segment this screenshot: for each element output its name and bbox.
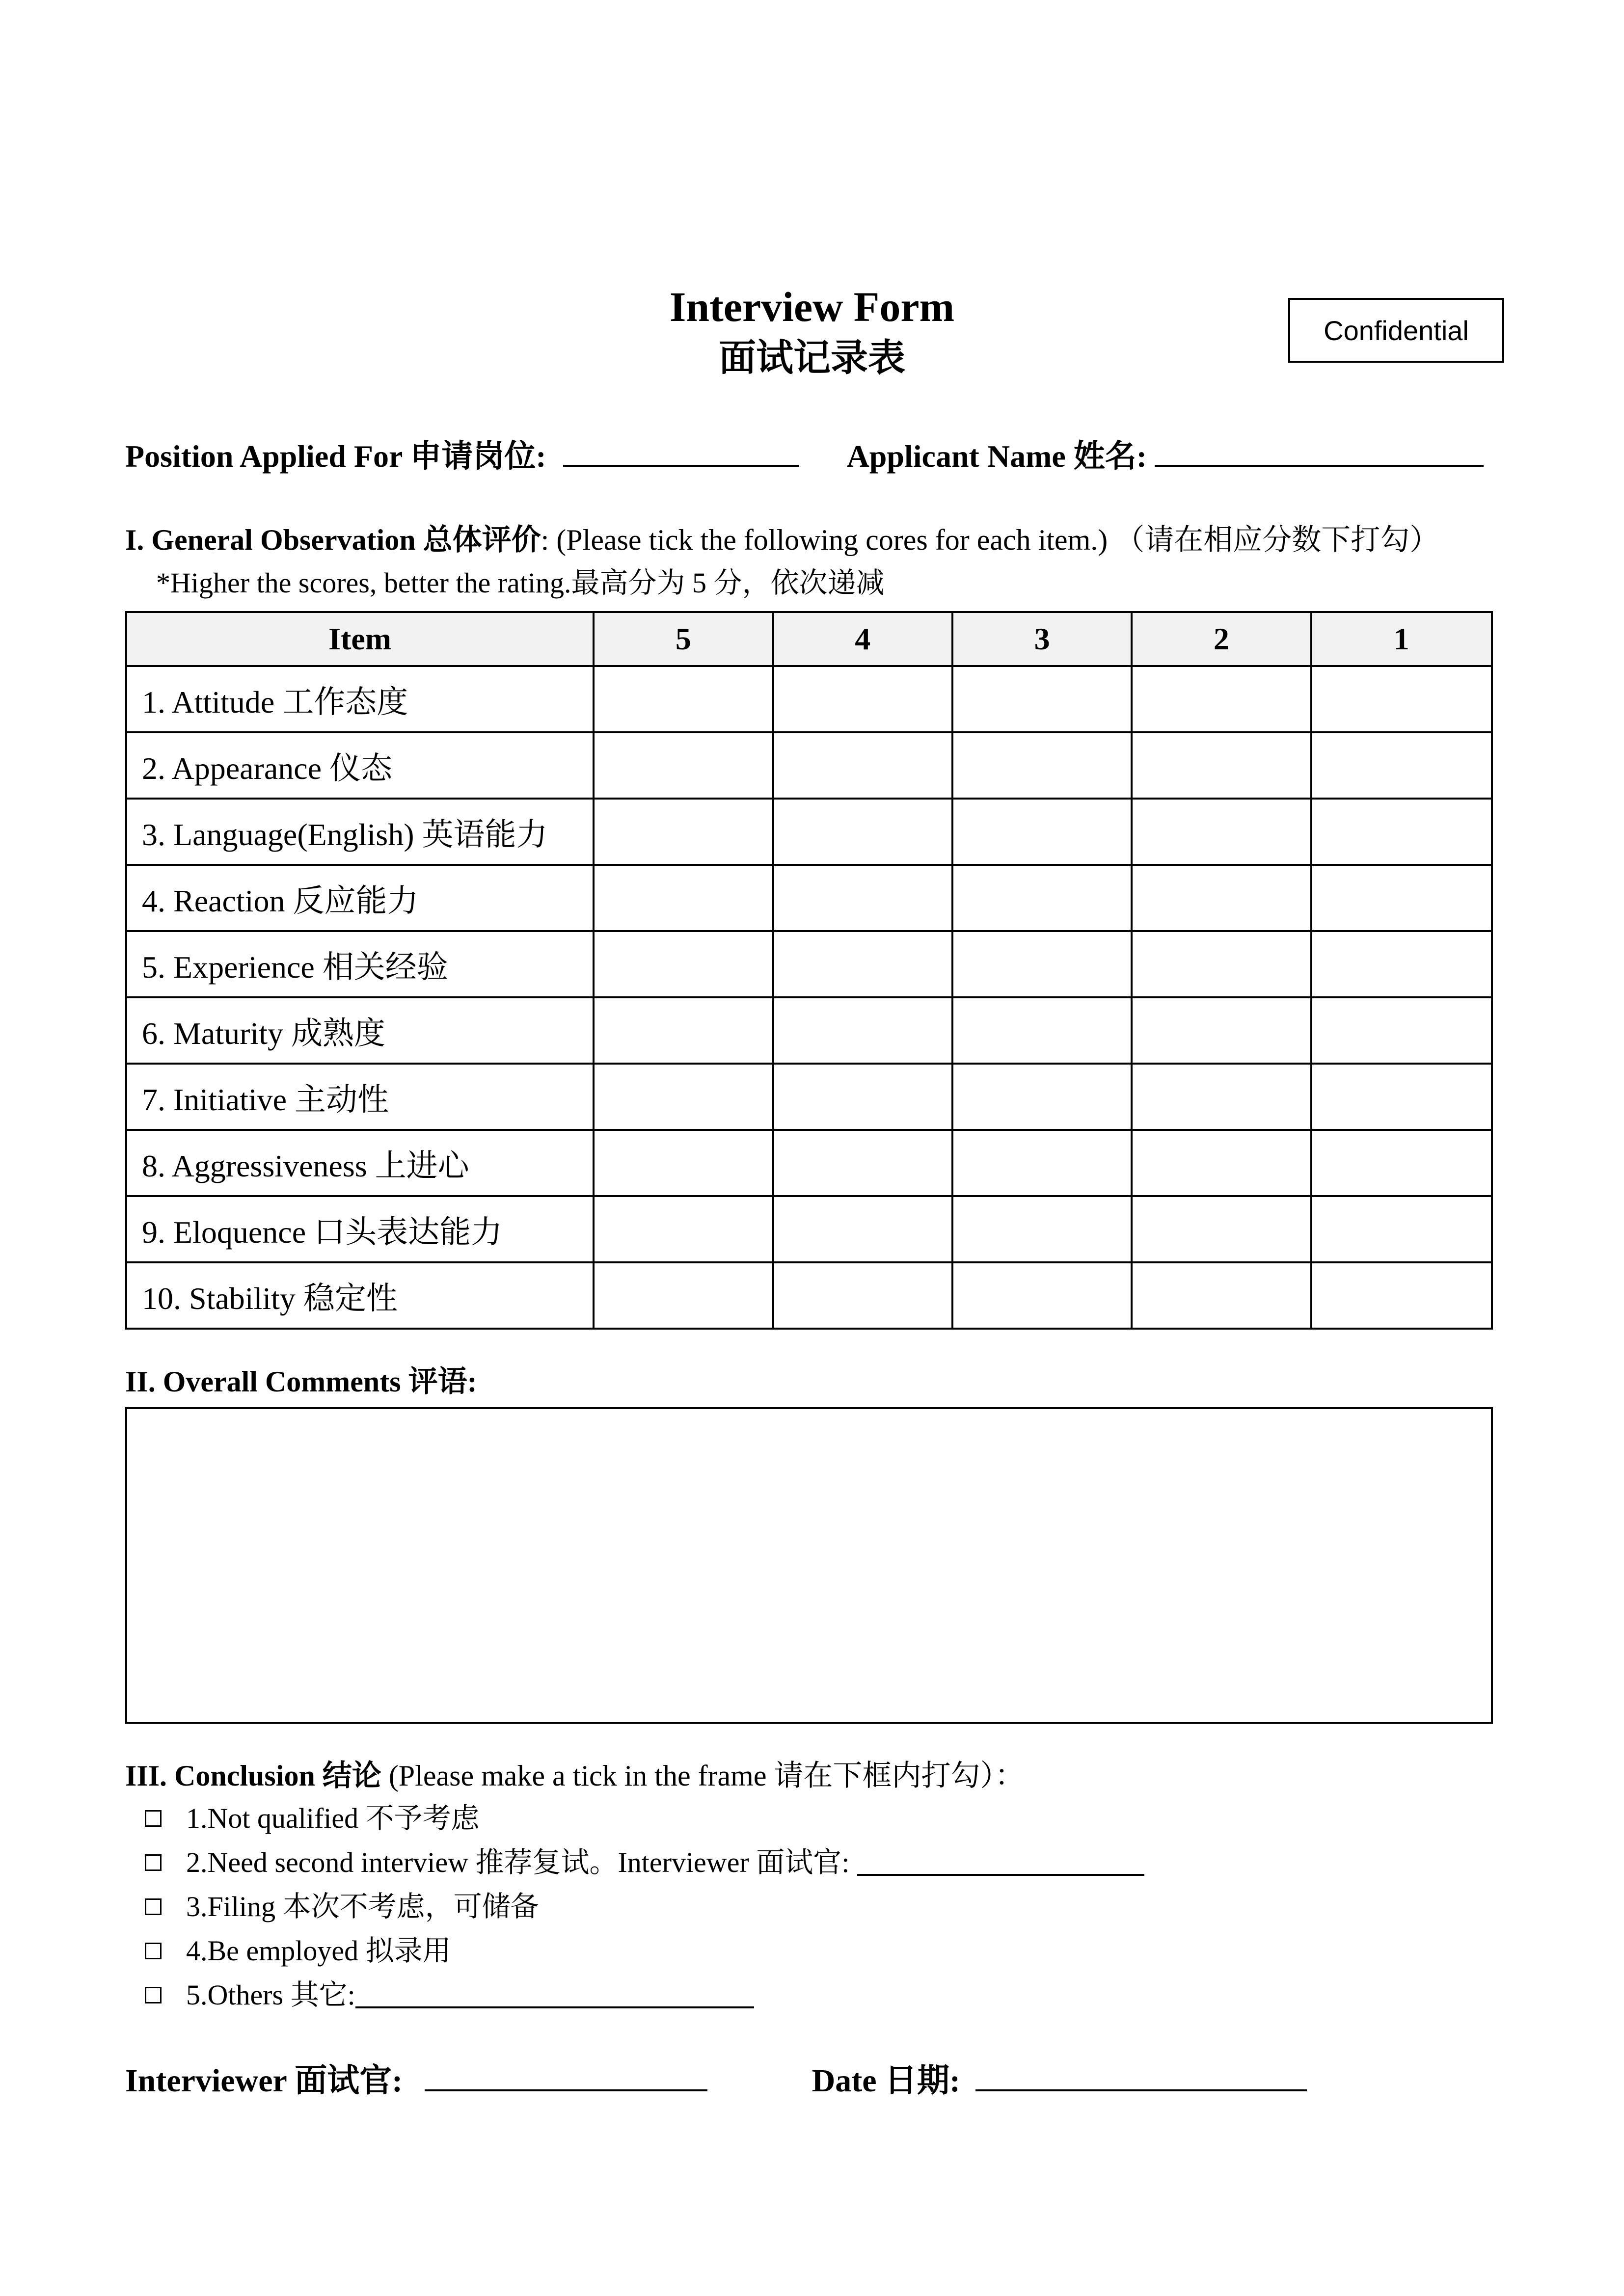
table-row	[126, 799, 1492, 865]
table-row	[126, 997, 1492, 1064]
rating-cell-score-5[interactable]	[594, 865, 773, 931]
rating-cell-score-5[interactable]	[594, 931, 773, 997]
rating-cell-score-5[interactable]	[594, 732, 773, 799]
checkbox[interactable]	[145, 1854, 162, 1871]
rating-cell-score-1[interactable]	[1311, 732, 1492, 799]
conclusion-option-employed	[145, 1929, 451, 1973]
form-title-chinese: 面试记录表	[719, 338, 905, 379]
rating-table-header	[126, 612, 1492, 666]
rating-item-label: 9. Eloquence 口头表达能力	[126, 1196, 594, 1262]
date-field[interactable]	[975, 2059, 1307, 2091]
table-row	[126, 1262, 1492, 1329]
rating-cell-score-3[interactable]	[952, 997, 1132, 1064]
rating-item-label: 5. Experience 相关经验	[126, 931, 594, 997]
rating-cell-score-4[interactable]	[773, 732, 952, 799]
confidential-label: Confidential	[1324, 315, 1469, 346]
rating-cell-score-2[interactable]	[1132, 865, 1311, 931]
rating-cell-score-2[interactable]	[1132, 997, 1311, 1064]
table-row	[126, 1196, 1492, 1262]
rating-cell-score-3[interactable]	[952, 865, 1132, 931]
overall-comments-box[interactable]	[125, 1407, 1493, 1724]
conclusion-option-not-qualified	[145, 1796, 480, 1841]
others-field[interactable]	[355, 1982, 754, 2008]
rating-item-label: 2. Appearance 仪态	[126, 732, 594, 799]
rating-cell-score-5[interactable]	[594, 997, 773, 1064]
checkbox[interactable]	[145, 1810, 162, 1827]
section-general-observation-heading	[125, 518, 1439, 562]
date-label: Date 日期:	[812, 2063, 961, 2099]
column-header-score-1: 1	[1311, 612, 1492, 666]
rating-cell-score-3[interactable]	[952, 666, 1132, 732]
rating-cell-score-5[interactable]	[594, 666, 773, 732]
rating-cell-score-1[interactable]	[1311, 1130, 1492, 1196]
rating-cell-score-2[interactable]	[1132, 1262, 1311, 1329]
rating-cell-score-4[interactable]	[773, 997, 952, 1064]
rating-cell-score-2[interactable]	[1132, 799, 1311, 865]
table-row	[126, 1064, 1492, 1130]
rating-cell-score-1[interactable]	[1311, 1262, 1492, 1329]
rating-item-label: 8. Aggressiveness 上进心	[126, 1130, 594, 1196]
rating-cell-score-5[interactable]	[594, 1262, 773, 1329]
conclusion-option-second-interview	[145, 1841, 1144, 1885]
rating-item-label: 6. Maturity 成熟度	[126, 997, 594, 1064]
column-header-score-4: 4	[773, 612, 952, 666]
section1-title: I. General Observation 总体评价	[125, 524, 541, 556]
rating-cell-score-1[interactable]	[1311, 1064, 1492, 1130]
rating-item-label: 7. Initiative 主动性	[126, 1064, 594, 1130]
rating-cell-score-1[interactable]	[1311, 666, 1492, 732]
conclusion-option-filing	[145, 1885, 539, 1929]
rating-item-label: 4. Reaction 反应能力	[126, 865, 594, 931]
rating-cell-score-3[interactable]	[952, 931, 1132, 997]
rating-cell-score-4[interactable]	[773, 1130, 952, 1196]
checkbox[interactable]	[145, 1898, 162, 1915]
column-header-score-2: 2	[1132, 612, 1311, 666]
section1-instruction: : (Please tick the following cores for each item.) （请在相应分数下打勾）	[541, 524, 1439, 556]
conclusion-option-others	[145, 1973, 754, 2017]
form-title: Interview Form	[669, 283, 955, 330]
section-overall-comments-heading: II. Overall Comments 评语:	[125, 1365, 477, 1398]
rating-cell-score-2[interactable]	[1132, 931, 1311, 997]
checkbox[interactable]	[145, 1987, 162, 2003]
section3-instruction: (Please make a tick in the frame 请在下框内打勾）：	[381, 1760, 1025, 1792]
second-interviewer-field[interactable]	[857, 1849, 1144, 1876]
rating-cell-score-2[interactable]	[1132, 1130, 1311, 1196]
rating-cell-score-5[interactable]	[594, 1064, 773, 1130]
column-header-score-5: 5	[594, 612, 773, 666]
rating-table-body	[126, 666, 1492, 1329]
rating-cell-score-2[interactable]	[1132, 1064, 1311, 1130]
confidential-stamp	[1288, 298, 1504, 363]
applicant-name-label: Applicant Name 姓名:	[846, 439, 1147, 474]
rating-cell-score-3[interactable]	[952, 1064, 1132, 1130]
conclusion-option-label: 1.Not qualified 不予考虑	[186, 1802, 480, 1834]
rating-cell-score-3[interactable]	[952, 1262, 1132, 1329]
rating-cell-score-4[interactable]	[773, 1262, 952, 1329]
signature-row	[125, 2056, 1307, 2106]
column-header-score-3: 3	[952, 612, 1132, 666]
rating-cell-score-3[interactable]	[952, 732, 1132, 799]
rating-cell-score-4[interactable]	[773, 931, 952, 997]
applicant-name-field[interactable]	[1155, 434, 1484, 467]
rating-cell-score-3[interactable]	[952, 1196, 1132, 1262]
section-conclusion-heading	[125, 1754, 1024, 1798]
rating-cell-score-4[interactable]	[773, 799, 952, 865]
position-applied-field[interactable]	[563, 434, 799, 467]
rating-cell-score-2[interactable]	[1132, 1196, 1311, 1262]
conclusion-option-label: 4.Be employed 拟录用	[186, 1935, 451, 1967]
rating-cell-score-4[interactable]	[773, 865, 952, 931]
interviewer-signature-field[interactable]	[425, 2059, 707, 2091]
rating-cell-score-1[interactable]	[1311, 799, 1492, 865]
rating-item-label: 1. Attitude 工作态度	[126, 666, 594, 732]
column-header-item: Item	[126, 612, 594, 666]
rating-cell-score-2[interactable]	[1132, 732, 1311, 799]
rating-cell-score-5[interactable]	[594, 799, 773, 865]
conclusion-option-label: 2.Need second interview 推荐复试。Interviewer 面试官:	[186, 1846, 850, 1878]
rating-note: *Higher the scores, better the rating.最高分为 5 分，依次递减	[156, 567, 885, 599]
rating-cell-score-4[interactable]	[773, 666, 952, 732]
table-row	[126, 1130, 1492, 1196]
rating-cell-score-1[interactable]	[1311, 1196, 1492, 1262]
rating-cell-score-3[interactable]	[952, 1130, 1132, 1196]
header-fields-row	[125, 432, 1484, 481]
rating-cell-score-1[interactable]	[1311, 931, 1492, 997]
rating-cell-score-1[interactable]	[1311, 865, 1492, 931]
rating-item-label: 3. Language(English) 英语能力	[126, 799, 594, 865]
rating-item-label: 10. Stability 稳定性	[126, 1262, 594, 1329]
rating-table	[125, 611, 1493, 1330]
section3-title: III. Conclusion 结论	[125, 1760, 381, 1792]
conclusion-option-label: 5.Others 其它:	[186, 1979, 355, 2011]
table-row	[126, 666, 1492, 732]
conclusion-option-label: 3.Filing 本次不考虑，可储备	[186, 1891, 539, 1922]
rating-cell-score-4[interactable]	[773, 1196, 952, 1262]
interviewer-label: Interviewer 面试官:	[125, 2063, 403, 2099]
rating-cell-score-2[interactable]	[1132, 666, 1311, 732]
rating-cell-score-5[interactable]	[594, 1130, 773, 1196]
position-applied-label: Position Applied For 申请岗位:	[125, 439, 546, 474]
table-row	[126, 865, 1492, 931]
rating-cell-score-4[interactable]	[773, 1064, 952, 1130]
table-row	[126, 732, 1492, 799]
checkbox[interactable]	[145, 1943, 162, 1959]
rating-cell-score-1[interactable]	[1311, 997, 1492, 1064]
rating-cell-score-5[interactable]	[594, 1196, 773, 1262]
rating-cell-score-3[interactable]	[952, 799, 1132, 865]
table-row	[126, 931, 1492, 997]
